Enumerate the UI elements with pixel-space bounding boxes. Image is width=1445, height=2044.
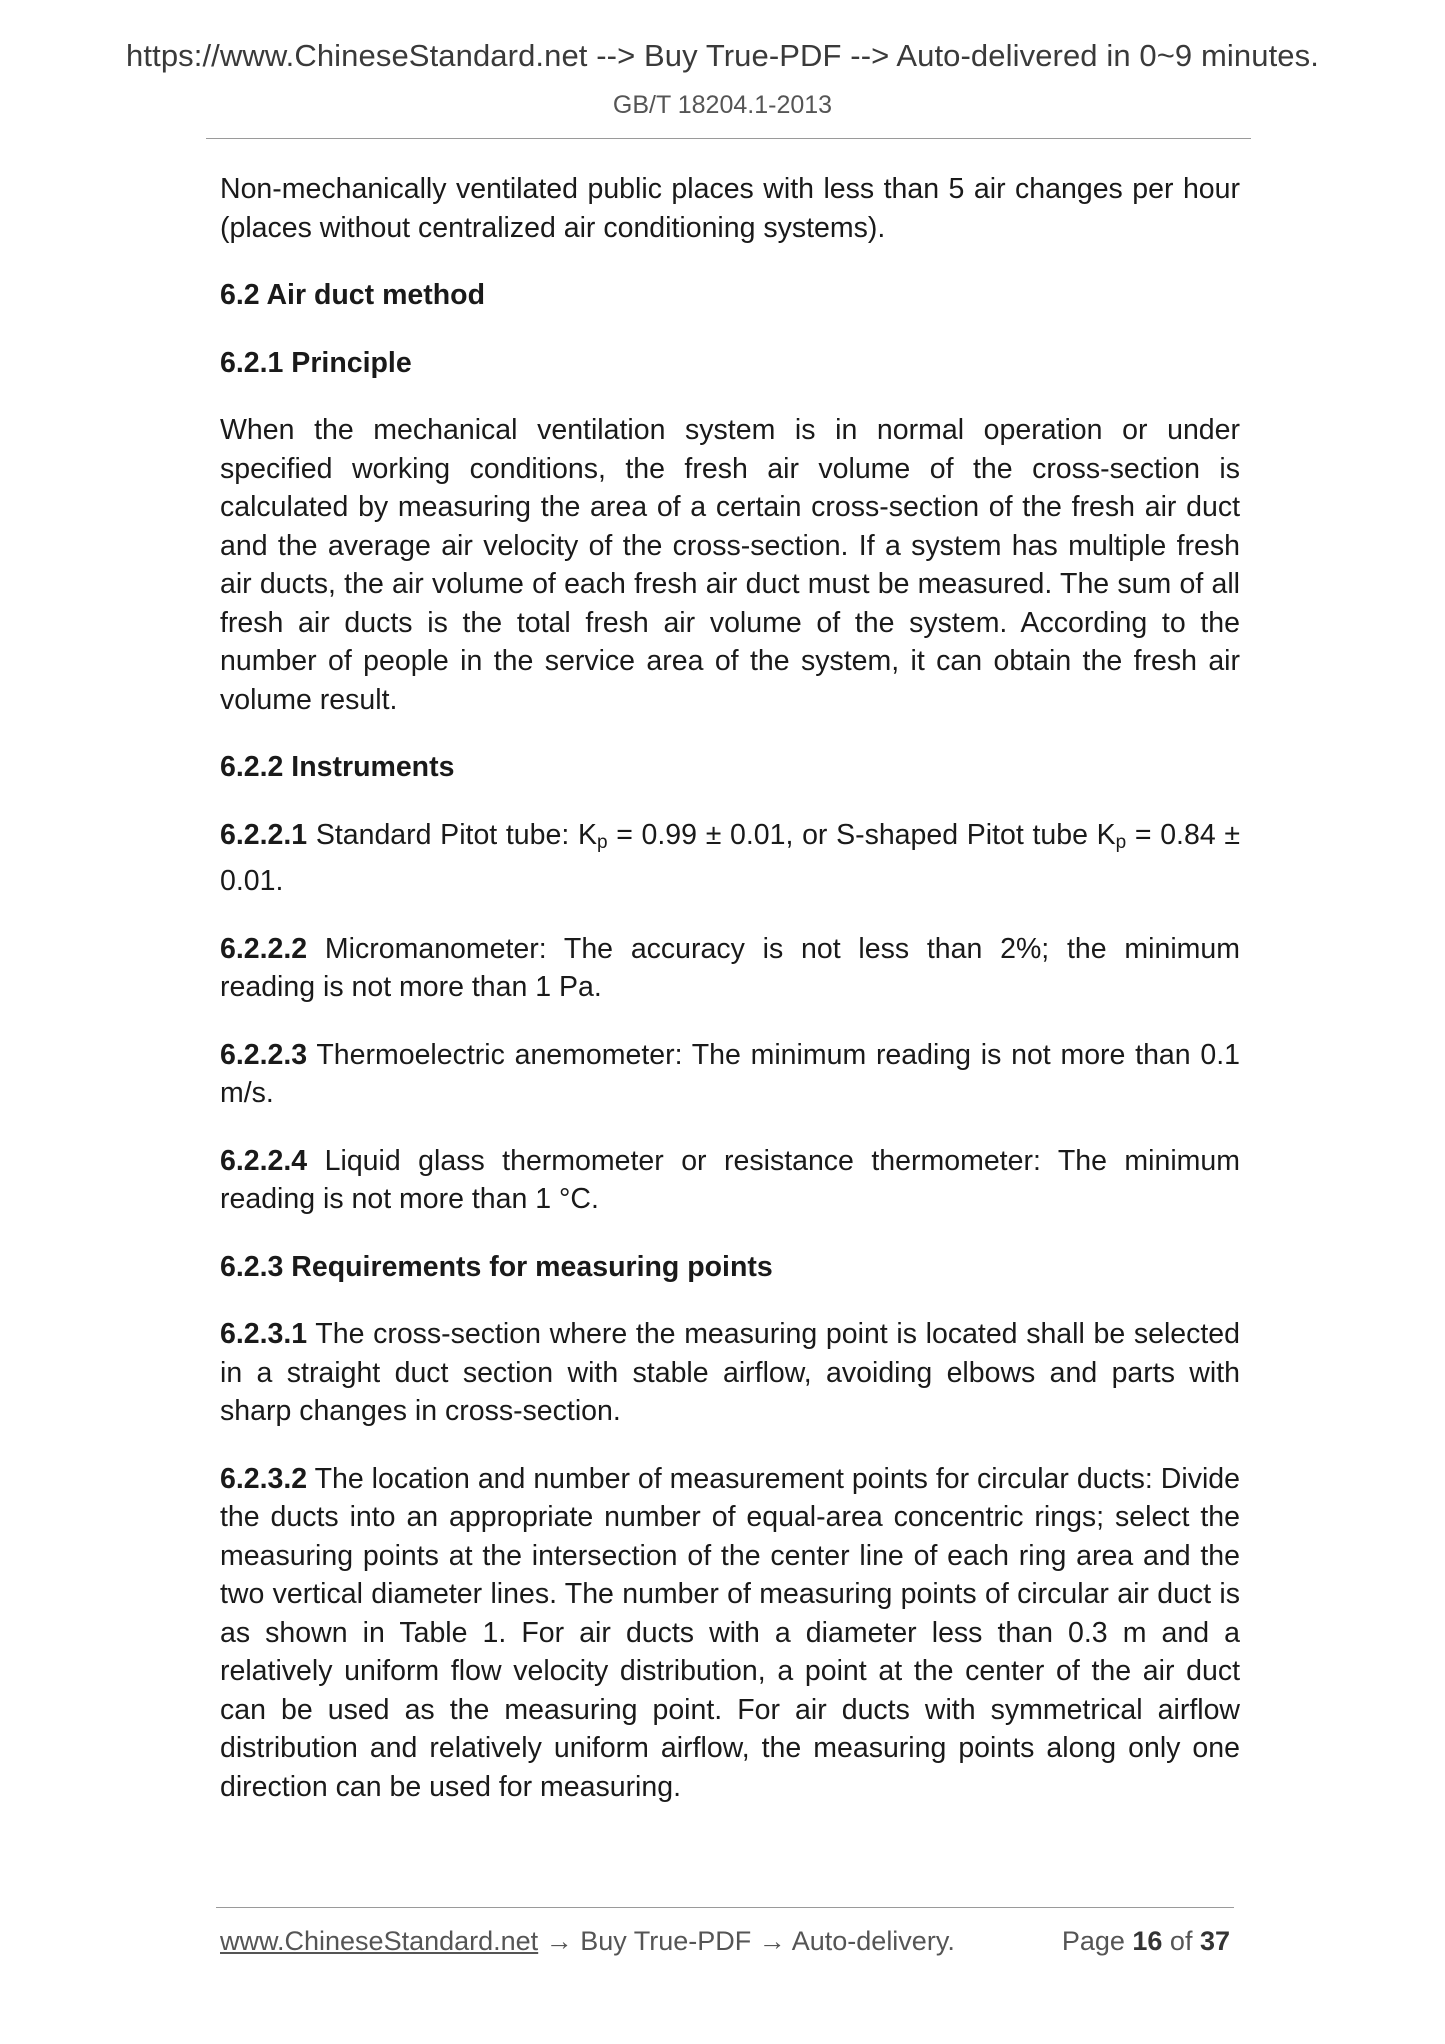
header-url-line: https://www.ChineseStandard.net --> Buy True-PDF --> Auto-delivered in 0~9 minutes. (126, 38, 1319, 73)
intro-paragraph: Non-mechanically ventilated public places with less than 5 air changes per hour (places without centralized air conditioning systems). (220, 173, 1240, 244)
item-text: Standard Pitot tube: K (307, 818, 597, 851)
item-text: The location and number of measurement points for circular ducts: Divide the ducts into an appropriate number of equal-area concentric rings; select the measuring points at the intersection of the center line of each ring area and the two vertical diameter lines. The number of measuring points of circular air duct is as shown in Table 1. For air ducts with a diameter less than 0.3 m and a relatively uniform flow velocity distribution, a point at the center of the air duct can be used as the measuring point. For air ducts with symmetrical airflow distribution and relatively uniform airflow, the measuring points along only one direction can be used for measuring. (220, 1462, 1240, 1803)
page-footer (220, 1926, 1230, 1966)
item-6-2-3-2 (220, 1460, 1240, 1807)
page-label: Page (1061, 1926, 1133, 1956)
page-counter (1062, 1926, 1230, 1957)
item-text: The cross-section where the measuring point is located shall be selected in a straight duct section with stable airflow, avoiding elbows and parts with sharp changes in cross-section. (220, 1318, 1240, 1427)
item-text: = 0.84 ± 0.01. (220, 818, 1240, 897)
item-6-2-2-1 (220, 816, 1240, 901)
item-number: 6.2.2.4 (220, 1144, 308, 1177)
footer-divider (216, 1907, 1234, 1908)
principle-paragraph: When the mechanical ventilation system is in normal operation or under specified working conditions, the fresh air volume of the cross-section is calculated by measuring the area of a certain cross-section of the fresh air duct and the average air velocity of the cross-section. If a system has multiple fresh air ducts, the air volume of each fresh air duct must be measured. The sum of all fresh air ducts is the total fresh air volume of the system. According to the number of people in the service area of the system, it can obtain the fresh air volume result. (220, 414, 1240, 716)
site-link[interactable]: www.ChineseStandard.net (220, 1926, 539, 1956)
page-total: 37 (1199, 1926, 1230, 1956)
section-heading-6-2: 6.2 Air duct method (220, 279, 485, 311)
document-body (220, 170, 1240, 1835)
section-heading-6-2-3: 6.2.3 Requirements for measuring points (220, 1250, 773, 1283)
item-number: 6.2.3.1 (220, 1318, 308, 1350)
subscript: p (596, 831, 608, 853)
item-number: 6.2.3.2 (220, 1462, 308, 1495)
item-text: Micromanometer: The accuracy is not less than 2%; the minimum reading is not more than 1 Pa. (220, 932, 1240, 1003)
header-standard-code: GB/T 18204.1-2013 (612, 91, 833, 119)
item-6-2-2-2 (220, 930, 1240, 1007)
item-number: 6.2.2.1 (220, 818, 308, 851)
header-divider (206, 138, 1251, 139)
item-text: Liquid glass thermometer or resistance thermometer: The minimum reading is not more than 1 °C. (220, 1144, 1240, 1215)
item-text: = 0.99 ± 0.01, or S-shaped Pitot tube K (607, 818, 1116, 851)
item-6-2-2-3 (220, 1036, 1240, 1113)
footer-promo-text: → Buy True-PDF → Auto-delivery. (538, 1926, 955, 1956)
section-heading-6-2-1: 6.2.1 Principle (220, 346, 412, 379)
item-6-2-2-4 (220, 1142, 1240, 1219)
section-heading-6-2-2: 6.2.2 Instruments (220, 751, 455, 783)
page-number: 16 (1132, 1926, 1163, 1956)
item-number: 6.2.2.2 (220, 932, 308, 965)
footer-promo (220, 1926, 955, 1957)
item-number: 6.2.2.3 (220, 1038, 308, 1071)
subscript: p (1115, 831, 1127, 853)
of-label: of (1162, 1926, 1200, 1956)
item-text: Thermoelectric anemometer: The minimum reading is not more than 0.1 m/s. (220, 1038, 1240, 1109)
item-6-2-3-1 (220, 1315, 1240, 1431)
